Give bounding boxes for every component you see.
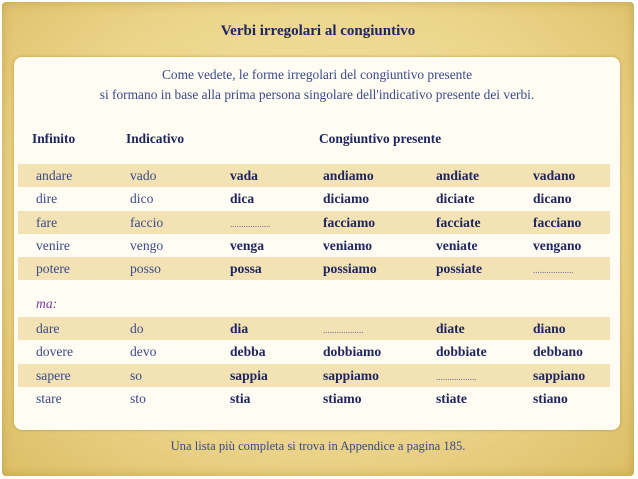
footer-note: Una lista più completa si trova in Appendice a pagina 185. bbox=[170, 439, 466, 453]
cell-voi: diciate bbox=[436, 191, 475, 207]
cell-voi: diate bbox=[436, 321, 465, 336]
cell-s: sappia bbox=[230, 367, 268, 383]
cell-loro: stiano bbox=[533, 390, 568, 406]
page-title: Verbi irregolari al congiuntivo bbox=[220, 23, 416, 39]
cell-ind: faccio bbox=[130, 214, 164, 230]
cell-loro: debbano bbox=[533, 344, 583, 360]
intro-text bbox=[14, 65, 620, 105]
cell-loro: vadano bbox=[533, 168, 576, 183]
cell-voi: .................. bbox=[436, 371, 477, 382]
ma-label: ma: bbox=[36, 296, 58, 311]
cell-loro: facciano bbox=[533, 214, 582, 230]
cell-inf: potere bbox=[36, 261, 70, 277]
cell-voi: facciate bbox=[436, 214, 481, 230]
cell-noi: sappiamo bbox=[323, 367, 379, 383]
cell-inf: dire bbox=[36, 191, 58, 207]
cell-inf: fare bbox=[36, 214, 58, 230]
cell-noi: possiamo bbox=[323, 261, 377, 277]
table-row bbox=[18, 257, 610, 280]
cell-ind: vengo bbox=[130, 237, 164, 253]
cell-inf: dare bbox=[36, 321, 60, 336]
content-panel bbox=[14, 57, 620, 430]
table-row bbox=[18, 364, 610, 387]
cell-noi: andiamo bbox=[323, 168, 374, 183]
gold-frame bbox=[2, 2, 634, 476]
cell-voi: stiate bbox=[436, 390, 467, 406]
cell-s: .................. bbox=[230, 218, 271, 229]
cell-noi: .................. bbox=[323, 325, 364, 335]
cell-loro: sappiano bbox=[533, 367, 586, 383]
table-row bbox=[18, 187, 610, 210]
cell-noi: diciamo bbox=[323, 191, 370, 207]
table-row bbox=[18, 387, 610, 410]
cell-voi: possiate bbox=[436, 261, 483, 277]
table-row bbox=[18, 317, 610, 340]
intro-line-1: Come vedete, le forme irregolari del congiuntivo presente bbox=[161, 67, 473, 82]
cell-ind: vado bbox=[130, 168, 157, 183]
cell-s: dia bbox=[230, 321, 249, 336]
cell-s: venga bbox=[230, 237, 264, 253]
table-row bbox=[18, 340, 610, 363]
header-infinito: Infinito bbox=[32, 131, 76, 146]
cell-voi: dobbiate bbox=[436, 344, 487, 360]
cell-s: vada bbox=[230, 168, 258, 183]
cell-voi: veniate bbox=[436, 237, 478, 253]
cell-inf: andare bbox=[36, 168, 73, 183]
cell-inf: dovere bbox=[36, 344, 73, 360]
cell-noi: veniamo bbox=[323, 237, 373, 253]
table-header bbox=[14, 131, 620, 153]
header-indicativo: Indicativo bbox=[126, 131, 185, 146]
cell-loro: .................. bbox=[533, 265, 574, 276]
header-congiuntivo: Congiuntivo presente bbox=[319, 131, 442, 146]
cell-s: debba bbox=[230, 344, 266, 360]
cell-ind: do bbox=[130, 321, 144, 336]
cell-ind: devo bbox=[130, 344, 157, 360]
cell-loro: vengano bbox=[533, 237, 582, 253]
cell-noi: dobbiamo bbox=[323, 344, 382, 360]
cell-ind: so bbox=[130, 367, 143, 383]
table-row bbox=[18, 164, 610, 187]
cell-noi: stiamo bbox=[323, 390, 362, 406]
cell-s: stia bbox=[230, 390, 251, 406]
intro-line-2: si formano in base alla prima persona singolare dell'indicativo presente dei verbi. bbox=[99, 87, 535, 102]
cell-s: dica bbox=[230, 191, 255, 207]
cell-voi: andiate bbox=[436, 168, 480, 183]
cell-loro: diano bbox=[533, 321, 566, 336]
cell-ind: sto bbox=[130, 390, 146, 406]
table-row bbox=[18, 211, 610, 234]
cell-ind: posso bbox=[130, 261, 161, 277]
cell-loro: dicano bbox=[533, 191, 572, 207]
cell-inf: venire bbox=[36, 237, 70, 253]
cell-noi: facciamo bbox=[323, 214, 376, 230]
cell-ind: dico bbox=[130, 191, 154, 207]
cell-inf: sapere bbox=[36, 367, 71, 383]
cell-s: possa bbox=[230, 261, 262, 277]
table-row bbox=[18, 234, 610, 257]
cell-inf: stare bbox=[36, 390, 62, 406]
